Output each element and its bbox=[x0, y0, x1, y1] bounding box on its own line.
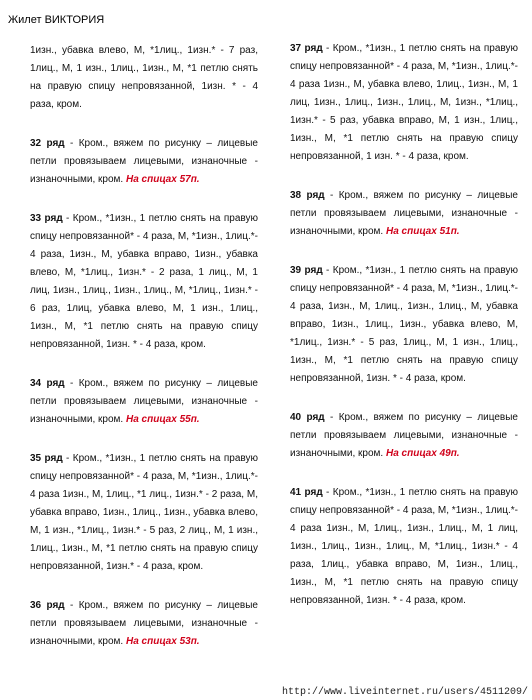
paragraph-row-35 bbox=[30, 450, 258, 576]
row-text: - Кром., *1изн., 1 петлю снять на правую спицу непровязанной* - 4 раза, М, *1изн., 1лиц.*- 4 раза, 1изн., М, убавка вправо, 1изн., убавка влево, М, *1лиц., 1изн.* - 2 раза, 1 лиц., М, 1 лиц, 1изн., 1лиц., 1изн., 1лиц., М, *1лиц., 1изн.* - 6 раз, 1лиц, убавка влево, М, 1 изн., 1лиц., 1изн., М, *1 петлю снять на правую спицу непровязанной, 1изн. * - 4 раза, кром. bbox=[30, 213, 259, 350]
right-column bbox=[290, 40, 518, 631]
row-label: 38 ряд bbox=[290, 190, 325, 201]
page-header-title: Жилет ВИКТОРИЯ bbox=[8, 14, 105, 26]
stitch-count: На спицах 53п. bbox=[126, 636, 200, 647]
paragraph-row-38 bbox=[290, 187, 518, 241]
paragraph-row-33 bbox=[30, 210, 258, 354]
paragraph-row-40 bbox=[290, 409, 518, 463]
row-label: 41 ряд bbox=[290, 487, 323, 498]
row-label: 37 ряд bbox=[290, 43, 323, 54]
row-text: - Кром., вяжем по рисунку – лицевые петли провязываем лицевыми, изнаночные - изнаночными, кром. bbox=[30, 378, 258, 425]
paragraph-row-34 bbox=[30, 375, 258, 429]
row-label: 36 ряд bbox=[30, 600, 65, 611]
row-text: - Кром., *1изн., 1 петлю снять на правую спицу непровязанной* - 4 раза, М, *1изн., 1лиц.*- 4 раза, 1изн., М, 1лиц., 1изн., 1лиц., М, убавка вправо, 1изн., 1лиц., 1изн., убавка влево, М, *1лиц., 1изн.* - 5 раз, 1лиц., М, 1 изн., 1лиц., 1изн., М, *1 петлю снять на правую спицу непровязанной, 1изн. * - 4 раза, кром. bbox=[290, 265, 519, 384]
watermark-url: http://www.liveinternet.ru/users/4511209/ bbox=[281, 687, 528, 698]
paragraph-row-36 bbox=[30, 597, 258, 651]
row-text: - Кром., вяжем по рисунку – лицевые петли провязываем лицевыми, изнаночные - изнаночными, кром. bbox=[30, 600, 258, 647]
row-label: 32 ряд bbox=[30, 138, 65, 149]
paragraph-row-37 bbox=[290, 40, 518, 166]
row-text: - Кром., *1изн., 1 петлю снять на правую спицу непровязанной* - 4 раза, М, *1изн., 1лиц.*- 4 раза 1изн., М, убавка влево, 1лиц., 1изн., М, 1 лиц, 1изн., 1лиц., 1изн., 1лиц., М, 1изн., *1лиц., 1изн.* - 5 раз, убавка вправо, М, 1 изн., 1лиц., 1изн., М, *1 петлю снять на правую спицу непровязанной, 1 изн. * - 4 раза, кром. bbox=[290, 43, 519, 162]
row-label: 39 ряд bbox=[290, 265, 323, 276]
row-text: 1изн., убавка влево, М, *1лиц., 1изн.* - 7 раз, 1лиц., М, 1 изн., 1лиц., 1изн., М, *1 петлю снять на правую спицу непровязанной, 1изн. * - 4 раза, кром. bbox=[30, 45, 258, 110]
paragraph-row-32 bbox=[30, 135, 258, 189]
stitch-count: На спицах 55п. bbox=[126, 414, 200, 425]
stitch-count: На спицах 57п. bbox=[126, 174, 200, 185]
left-column bbox=[30, 42, 258, 672]
row-text: - Кром., *1изн., 1 петлю снять на правую спицу непровязанной* - 4 раза, М, *1изн., 1лиц.*- 4 раза 1изн., М, 1лиц., *1 лиц., 1изн.* - 2 раза, М, убавка вправо, 1изн., 1лиц., 1изн., убавка влево, М, 1 изн., *1лиц., 1изн.* - 5 раз, 2 лиц., М, 1 изн., 1лиц., 1изн., М, *1 петлю снять на правую спицу непровязанной, 1изн.* - 4 раза, кром. bbox=[30, 453, 259, 572]
row-text: - Кром., вяжем по рисунку – лицевые петли провязываем лицевыми, изнаночные - изнаночными, кром. bbox=[290, 412, 518, 459]
stitch-count: На спицах 49п. bbox=[386, 448, 460, 459]
paragraph-row-41 bbox=[290, 484, 518, 610]
paragraph-row-39 bbox=[290, 262, 518, 388]
row-label: 34 ряд bbox=[30, 378, 65, 389]
paragraph-intro bbox=[30, 42, 258, 114]
row-label: 35 ряд bbox=[30, 453, 63, 464]
row-text: - Кром., вяжем по рисунку – лицевые петли провязываем лицевыми, изнаночные - изнаночными, кром. bbox=[30, 138, 258, 185]
row-label: 40 ряд bbox=[290, 412, 325, 423]
row-label: 33 ряд bbox=[30, 213, 63, 224]
stitch-count: На спицах 51п. bbox=[386, 226, 460, 237]
row-text: - Кром., *1изн., 1 петлю снять на правую спицу непровязанной* - 4 раза, М, *1изн., 1лиц.*- 4 раза 1изн., М, 1лиц., 1изн., 1лиц., М, 1 лиц, 1изн., 1лиц., 1изн., 1лиц., М, *1лиц., 1изн.* - 4 раза, 1лиц., убавка вправо, М, 1изн., 1лиц., 1изн., М, *1 петлю снять на правую спицу непровязанной, 1изн. * - 4 раза, кром. bbox=[290, 487, 519, 606]
row-text: - Кром., вяжем по рисунку – лицевые петли провязываем лицевыми, изнаночные - изнаночными, кром. bbox=[290, 190, 518, 237]
